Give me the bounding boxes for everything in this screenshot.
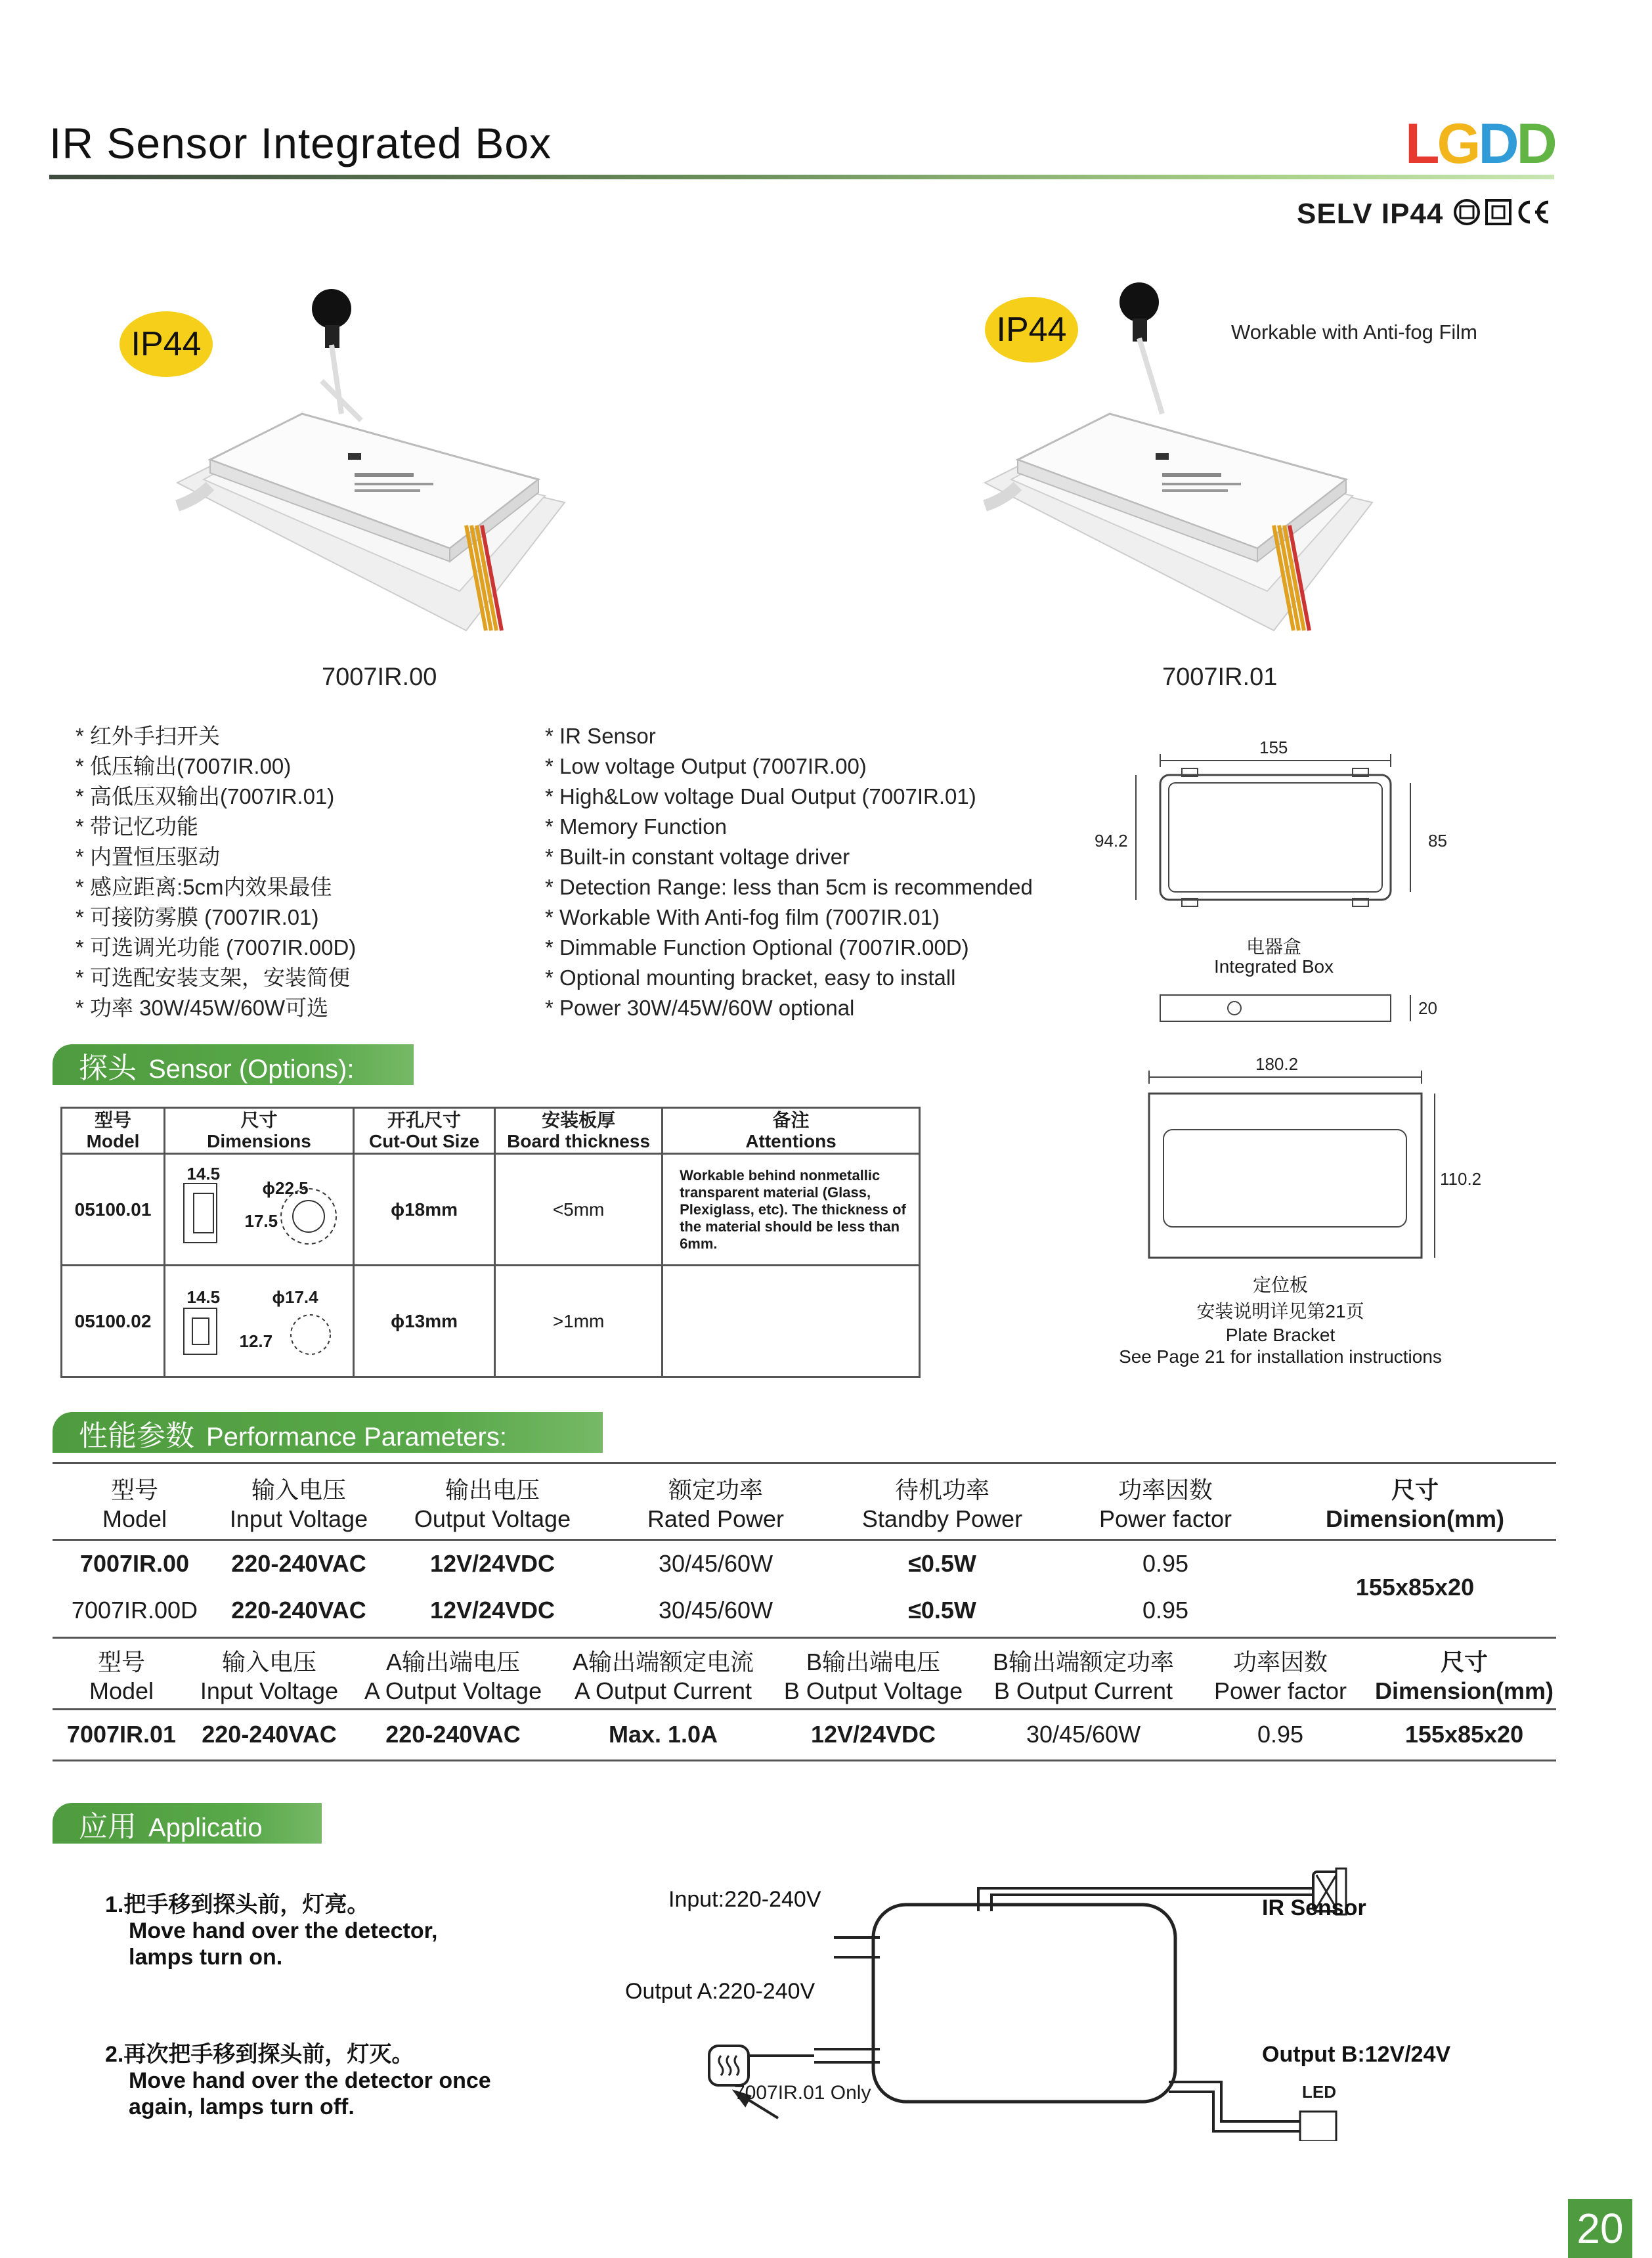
feature-en: * Detection Range: less than 5cm is recommended [545, 875, 1033, 899]
integrated-box-drawing [1116, 736, 1458, 1038]
dim-label: 14.5 [186, 1163, 221, 1184]
step-zh: 2.再次把手移到探头前，灯灭。 [105, 2042, 414, 2067]
anti-fog-note: Workable with Anti-fog Film [1231, 321, 1477, 343]
sensor-cutout: ϕ18mm [353, 1154, 494, 1266]
cell-pf: 0.95 [1142, 1597, 1189, 1624]
feature-en: * High&Low voltage Dual Output (7007IR.01) [545, 784, 976, 808]
cell-input: 220-240VAC [202, 1721, 337, 1748]
feature-en: * Workable With Anti-fog film (7007IR.01) [545, 905, 940, 929]
cell-dimension: 155x85x20 [1355, 1573, 1475, 1601]
cell-input: 220-240VAC [231, 1597, 366, 1624]
header-cell: 功率因数 Power factor [1213, 1648, 1347, 1704]
feature-zh: * 低压输出(7007IR.00) [76, 754, 292, 778]
box-thickness-label: 20 [1418, 998, 1437, 1018]
cell-b-voltage: 12V/24VDC [810, 1721, 936, 1748]
feature-zh: * 高低压双输出(7007IR.01) [76, 784, 335, 808]
header-cell: 安装板厚 Board thickness [495, 1108, 663, 1154]
header-cell: 型号 Model [89, 1648, 154, 1704]
cell-dimension: 155x85x20 [1404, 1721, 1524, 1748]
bracket-note-en: See Page 21 for installation instructions [1119, 1346, 1442, 1367]
bracket-width-label: 180.2 [1255, 1054, 1299, 1074]
sensor-note: Workable behind nonmetallic transparent material (Glass, Plexiglass, etc). The thickness of the material should be less than 6mm. [663, 1154, 920, 1266]
performance-table-1 [53, 1466, 1556, 1634]
page-number: 20 [1568, 2199, 1632, 2258]
cell-output: 12V/24VDC [429, 1549, 555, 1577]
feature-en: * Power 30W/45W/60W optional [545, 996, 855, 1020]
step-en: lamps turn on. [129, 1945, 283, 1970]
box-height-outer-label: 94.2 [1095, 831, 1128, 851]
diagram-led-label: LED [1302, 2082, 1336, 2102]
cert-icons [1452, 197, 1551, 227]
diagram-output-a-label: Output A:220-240V [625, 1979, 815, 2004]
performance-table-2 [53, 1641, 1556, 1761]
cell-pf: 0.95 [1142, 1549, 1189, 1577]
sensor-model: 05100.01 [62, 1154, 165, 1266]
ip44-badge: IP44 [120, 311, 213, 377]
section-title-en: Applicatio [148, 1813, 263, 1842]
header-cell: 输入电压 Input Voltage [200, 1648, 339, 1704]
sensor-model: 05100.02 [62, 1266, 165, 1377]
product-image-7007IR00 [158, 263, 578, 644]
feature-zh: * 可选配安装支架，安装简便 [76, 965, 351, 990]
diagram-input-label: Input:220-240V [668, 1887, 821, 1912]
feature-zh: * 感应距离:5cm内效果最佳 [76, 875, 332, 899]
cell-standby: ≤0.5W [908, 1549, 976, 1577]
table-rule [53, 1637, 1556, 1639]
sensor-note [663, 1266, 920, 1377]
box-width-label: 155 [1259, 738, 1288, 757]
table-row [62, 1154, 920, 1266]
feature-en: * Optional mounting bracket, easy to install [545, 965, 956, 990]
cell-rated: 30/45/60W [658, 1597, 773, 1624]
features-en [545, 721, 1033, 1023]
diagram-only-label: 7007IR.01 Only [734, 2082, 871, 2104]
cell-input: 220-240VAC [231, 1549, 366, 1577]
header-cell: 尺寸 Dimensions [165, 1108, 354, 1154]
table-row [62, 1266, 920, 1377]
feature-zh: * 可选调光功能 (7007IR.00D) [76, 935, 357, 960]
product-model-label: 7007IR.00 [322, 663, 437, 691]
feature-zh: * 带记忆功能 [76, 814, 199, 839]
ip44-badge: IP44 [985, 297, 1078, 363]
features-zh [76, 721, 356, 1023]
table-header-row [62, 1108, 920, 1154]
header-cell: B输出端电压 B Output Voltage [783, 1648, 963, 1704]
application-section-header [53, 1803, 322, 1844]
box-label-en: Integrated Box [1213, 956, 1334, 977]
header-cell: 开孔尺寸 Cut-Out Size [353, 1108, 494, 1154]
header-cell: B输出端额定功率 B Output Current [992, 1648, 1174, 1704]
header-cell: A输出端电压 A Output Voltage [364, 1648, 542, 1704]
application-step-1 [105, 1892, 437, 1970]
performance-section-header [53, 1412, 603, 1453]
product-image-7007IR01 [965, 263, 1385, 644]
table-rule [53, 1462, 1556, 1464]
table-header-row [53, 1466, 1556, 1539]
section-title-zh: 性能参数 [79, 1420, 194, 1452]
certification-text: SELV IP44 [1297, 198, 1444, 230]
section-title-zh: 探头 [79, 1052, 137, 1084]
cell-model: 7007IR.00D [71, 1597, 198, 1624]
cell-b-power: 30/45/60W [1026, 1721, 1141, 1748]
header-cell: 额定功率 Rated Power [647, 1476, 785, 1532]
cell-pf: 0.95 [1257, 1721, 1304, 1748]
feature-zh: * 可接防雾膜 (7007IR.01) [76, 905, 319, 929]
header-cell: 输入电压 Input Voltage [229, 1476, 368, 1532]
sensor-dimension-cell [165, 1154, 354, 1266]
sensor-board: <5mm [495, 1154, 663, 1266]
feature-zh: * 红外手扫开关 [76, 724, 221, 748]
cell-standby: ≤0.5W [908, 1597, 976, 1624]
sensor-dimension-drawing [167, 1269, 351, 1374]
cell-rated: 30/45/60W [658, 1549, 773, 1577]
sensor-board: >1mm [495, 1266, 663, 1377]
product-model-label: 7007IR.01 [1162, 663, 1278, 691]
sensor-dimension-cell [165, 1266, 354, 1377]
section-title-zh: 应用 [79, 1811, 137, 1843]
diagram-sensor-label: IR Sensor [1262, 1895, 1366, 1920]
sensor-section-header [53, 1044, 414, 1085]
cell-a-voltage: 220-240VAC [385, 1721, 521, 1748]
feature-zh: * 功率 30W/45W/60W可选 [76, 996, 329, 1020]
feature-en: * Low voltage Output (7007IR.00) [545, 754, 867, 778]
feature-zh: * 内置恒压驱动 [76, 845, 221, 869]
bracket-height-label: 110.2 [1440, 1169, 1482, 1189]
dim-label: ϕ17.4 [272, 1287, 318, 1307]
brand-logo: LGDD [1405, 112, 1555, 175]
step-en: again, lamps turn off. [129, 2094, 355, 2119]
diagram-output-b-label: Output B:12V/24V [1262, 2042, 1451, 2067]
feature-en: * Built-in constant voltage driver [545, 845, 850, 869]
bracket-label-zh: 定位板 [1252, 1275, 1308, 1295]
step-en: Move hand over the detector once [129, 2068, 491, 2093]
table-row [53, 1539, 1556, 1587]
bracket-note-zh: 安装说明详见第21页 [1196, 1301, 1364, 1321]
application-step-2 [105, 2041, 491, 2120]
box-label-zh: 电器盒 [1246, 937, 1301, 957]
dim-label: 12.7 [239, 1331, 273, 1351]
dim-label: 17.5 [244, 1210, 278, 1231]
page-title: IR Sensor Integrated Box [49, 119, 552, 167]
sensor-cutout: ϕ13mm [353, 1266, 494, 1377]
section-title-en: Performance Parameters: [206, 1423, 507, 1451]
cell-model: 7007IR.01 [66, 1721, 177, 1748]
feature-en: * IR Sensor [545, 724, 656, 748]
dim-label: ϕ22.5 [262, 1178, 309, 1198]
header-cell: 功率因数 Power factor [1098, 1476, 1232, 1532]
header-cell: 型号 Model [102, 1476, 167, 1532]
header-cell: A输出端额定电流 A Output Current [572, 1648, 754, 1704]
table-header-row [53, 1641, 1556, 1709]
header-cell: 待机功率 Standby Power [861, 1476, 1023, 1532]
header-cell: 备注 Attentions [663, 1108, 920, 1154]
step-zh: 1.把手移到探头前，灯亮。 [105, 1892, 370, 1917]
header-cell: 型号 Model [62, 1108, 165, 1154]
feature-en: * Dimmable Function Optional (7007IR.00D) [545, 935, 969, 960]
header-cell: 尺寸 Dimension(mm) [1374, 1648, 1554, 1704]
certification-marks [1297, 197, 1551, 231]
dim-label: 14.5 [186, 1287, 221, 1307]
header-cell: 尺寸 Dimension(mm) [1325, 1476, 1505, 1532]
sensor-table [60, 1107, 921, 1378]
bracket-label-en: Plate Bracket [1225, 1325, 1336, 1345]
cell-model: 7007IR.00 [79, 1549, 190, 1577]
step-en: Move hand over the detector, [129, 1918, 438, 1943]
title-divider [49, 175, 1554, 179]
header-cell: 输出电压 Output Voltage [414, 1476, 571, 1532]
plate-bracket-drawing [1142, 1064, 1445, 1281]
cell-output: 12V/24VDC [429, 1597, 555, 1624]
section-title-en: Sensor (Options): [148, 1055, 355, 1084]
box-height-inner-label: 85 [1428, 831, 1447, 851]
cell-a-current: Max. 1.0A [608, 1721, 718, 1748]
feature-en: * Memory Function [545, 814, 727, 839]
table-row [53, 1709, 1556, 1760]
